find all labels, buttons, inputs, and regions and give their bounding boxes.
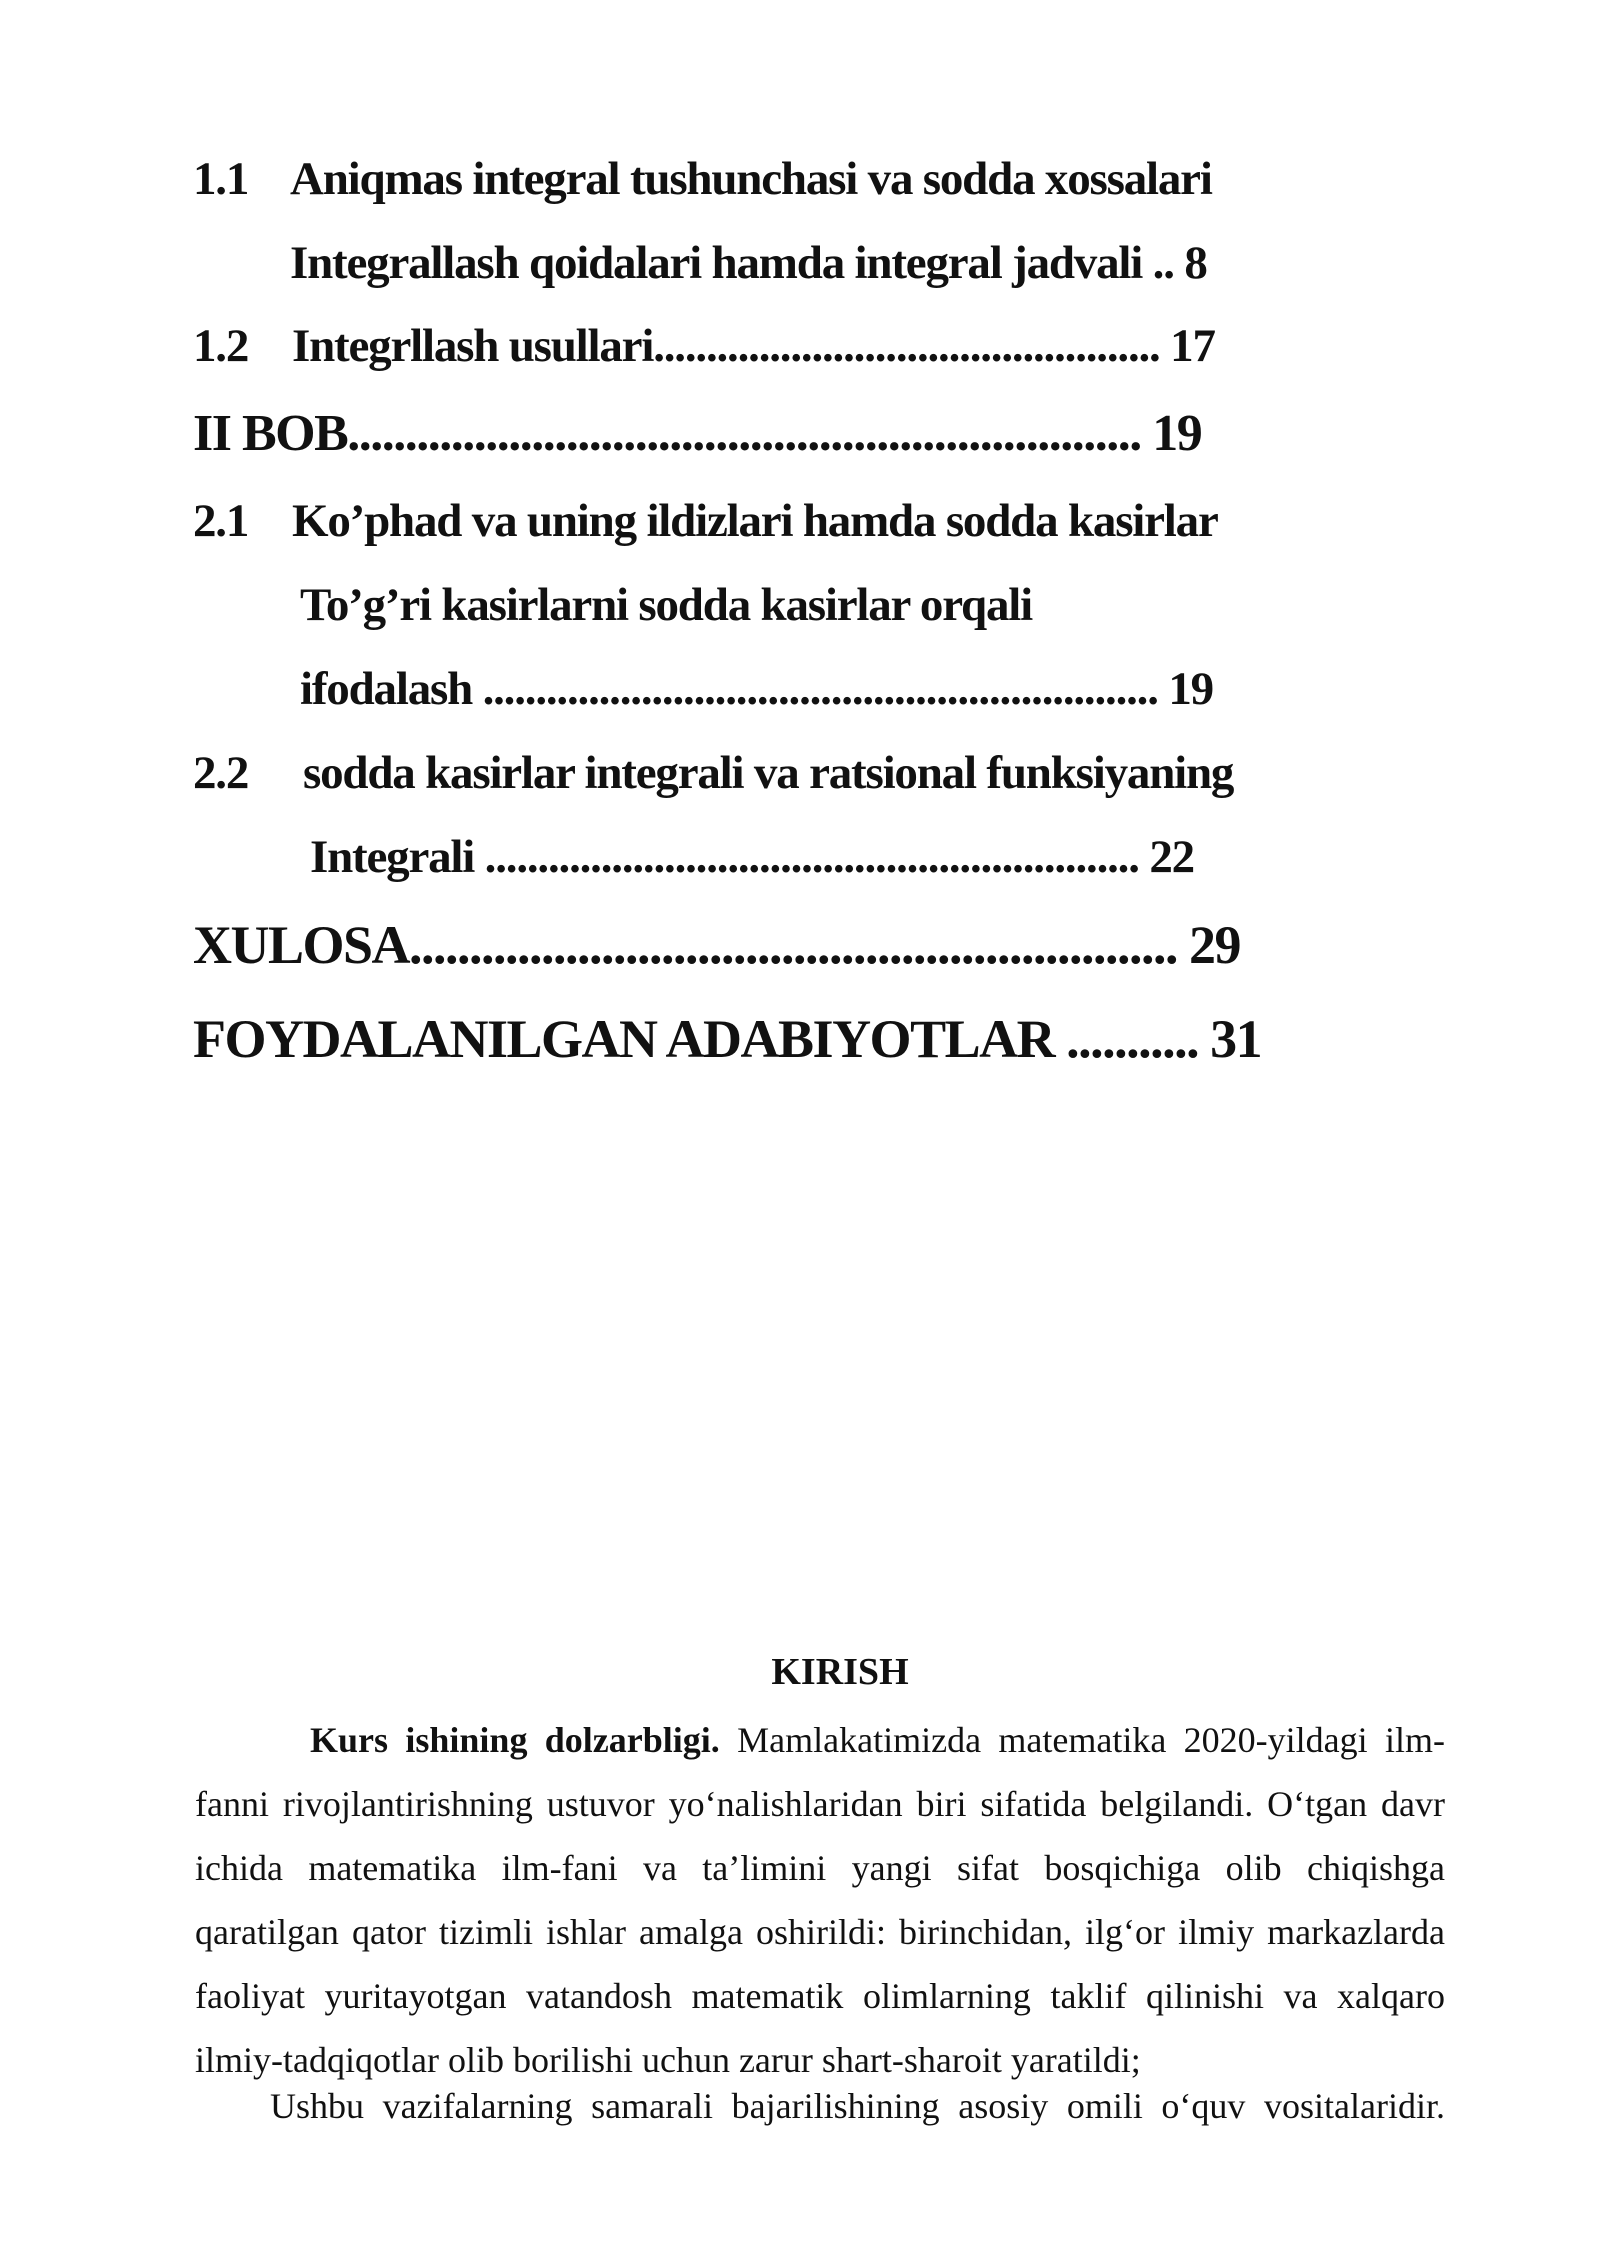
toc-number: 1.2: [193, 320, 249, 372]
toc-number: 2.2: [193, 747, 249, 799]
toc-entry-2-2: [193, 746, 1234, 800]
toc-entry-xulosa: [193, 914, 1240, 976]
toc-entry-adabiyotlar: [193, 1008, 1261, 1070]
toc-subentry-2-1b: [300, 662, 1213, 716]
toc-subentry-2-1a: [300, 578, 1032, 632]
table-of-contents: [0, 0, 1600, 1100]
paragraph-text: Mamlakatimizda matematika 2020-yildagi ilm-fanni rivojlantirishning ustuvor yo‘nalishlaridan biri sifatida belgilandi. O‘tgan davr ichida matematika ilm-fani va ta’limini yangi sifat bosqichiga olib chiqishga qaratilgan qator tizimli ishlar amalga oshirildi: birinchidan, ilg‘or ilmiy markazlarda faoliyat yuritayotgan vatandosh matematik olimlarning taklif qilinishi va xalqaro ilmiy-tadqiqotlar olib borilishi uchun zarur shart-sharoit yaratildi;: [195, 1720, 1445, 2080]
toc-subentry-1-1: [290, 236, 1207, 290]
toc-title: Aniqmas integral tushunchasi va sodda xossalari: [290, 153, 1212, 205]
toc-title: II BOB..................................................................... 19: [193, 405, 1202, 462]
toc-number: 2.1: [193, 495, 249, 547]
intro-paragraph-1: [195, 1708, 1445, 2092]
toc-title: Integrali .............................................................. 22: [310, 831, 1194, 883]
intro-paragraph-2: [195, 2074, 1445, 2138]
toc-title: ifodalash ................................................................ 19: [300, 663, 1213, 715]
toc-title: sodda kasirlar integrali va ratsional funksiyaning: [303, 747, 1234, 799]
toc-title: To’g’ri kasirlarni sodda kasirlar orqali: [300, 579, 1032, 631]
toc-entry-1-2: [193, 319, 1215, 373]
section-heading: KIRISH: [771, 1651, 909, 1693]
paragraph-text: Ushbu vazifalarning samarali bajarilishining asosiy omili o‘quv vositalaridir.: [270, 2086, 1445, 2126]
toc-title: FOYDALANILGAN ADABIYOTLAR ........... 31: [193, 1009, 1262, 1069]
toc-title: XULOSA................................................................ 29: [193, 915, 1241, 975]
lead-phrase: Kurs ishining dolzarbligi.: [310, 1720, 720, 1760]
toc-entry-2-1: [193, 494, 1218, 548]
toc-title: Ko’phad va uning ildizlari hamda sodda kasirlar: [292, 495, 1218, 547]
toc-number: 1.1: [193, 153, 249, 205]
toc-subentry-2-2: [310, 830, 1194, 884]
toc-entry-1-1: [193, 152, 1212, 206]
toc-title: Integrllash usullari................................................ 17: [292, 320, 1215, 372]
toc-entry-bob-2: [193, 404, 1201, 463]
toc-title: Integrallash qoidalari hamda integral jadvali .. 8: [290, 237, 1207, 289]
